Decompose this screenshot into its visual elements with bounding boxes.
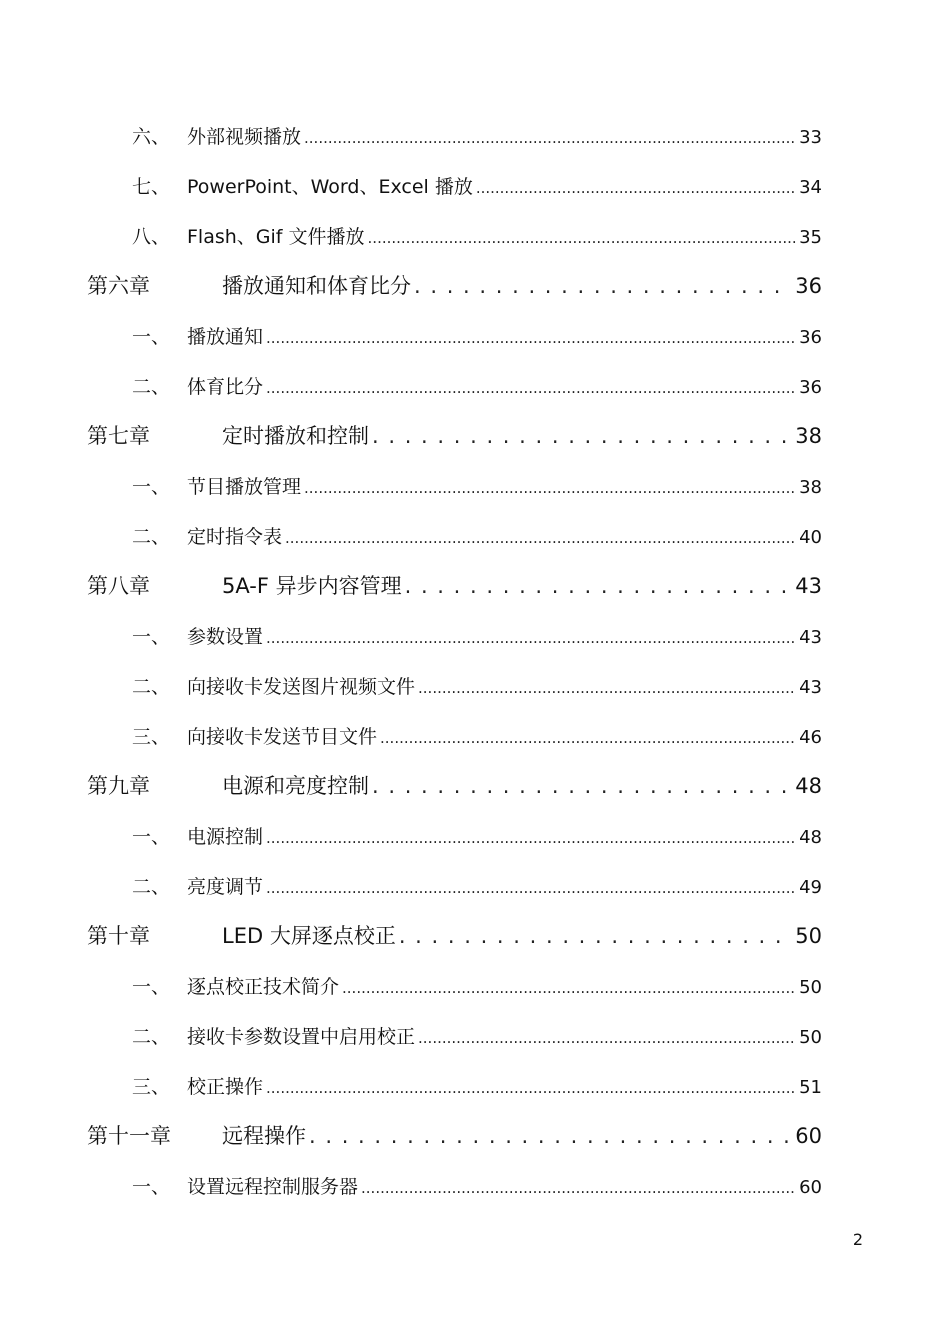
toc-leader: [266, 626, 796, 648]
toc-page: 60: [799, 1177, 822, 1198]
toc-page: 38: [799, 477, 822, 498]
toc-page: 50: [795, 924, 822, 948]
toc-page: 36: [799, 327, 822, 348]
toc-title: 向接收卡发送图片视频文件: [187, 676, 416, 698]
toc-leader: [309, 1124, 792, 1148]
toc-title: 播放通知: [187, 326, 264, 348]
toc-leader: [418, 676, 796, 698]
toc-page: 46: [799, 727, 822, 748]
toc-leader: [418, 1026, 796, 1048]
toc-chapter-number: 第八章: [87, 574, 150, 598]
toc-number: 二、: [132, 376, 171, 398]
toc-leader: [414, 274, 792, 298]
toc-chapter-title: 定时播放和控制: [222, 424, 369, 448]
toc-chapter-number: 第十章: [87, 924, 150, 948]
toc-page: 48: [799, 827, 822, 848]
toc-chapter-number: 第六章: [87, 274, 150, 298]
toc-page: 38: [795, 424, 822, 448]
toc-chapter-title: 播放通知和体育比分: [222, 274, 411, 298]
toc-number: 二、: [132, 1026, 171, 1048]
toc-title: 校正操作: [187, 1076, 264, 1098]
toc-number: 一、: [132, 976, 171, 998]
toc-entry[interactable]: [132, 122, 822, 149]
toc-title: 设置远程控制服务器: [187, 1176, 359, 1198]
toc-title: 电源控制: [187, 826, 264, 848]
toc-entry[interactable]: [132, 1072, 822, 1099]
toc-chapter-title: 远程操作: [222, 1124, 306, 1148]
toc-number: 一、: [132, 626, 171, 648]
toc-chapter-entry[interactable]: [87, 570, 822, 600]
page-number: 2: [852, 1230, 863, 1249]
toc-page: 33: [799, 127, 822, 148]
toc-number: 七、: [132, 176, 171, 198]
toc-leader: [304, 476, 796, 498]
toc-number: 一、: [132, 476, 171, 498]
toc-leader: [285, 526, 796, 548]
toc-leader: [361, 1176, 796, 1198]
toc-leader: [368, 226, 797, 248]
toc-entry[interactable]: [132, 872, 822, 899]
toc-entry[interactable]: [132, 472, 822, 499]
toc-leader: [405, 574, 793, 598]
toc-number: 二、: [132, 876, 171, 898]
toc-entry[interactable]: [132, 672, 822, 699]
toc-page: 51: [799, 1077, 822, 1098]
toc-entry[interactable]: [132, 522, 822, 549]
toc-chapter-title: 5A-F 异步内容管理: [222, 574, 402, 598]
toc-page: 40: [799, 527, 822, 548]
toc-chapter-entry[interactable]: [87, 770, 822, 800]
toc-number: 一、: [132, 326, 171, 348]
toc-number: 六、: [132, 126, 171, 148]
toc-page: 43: [795, 574, 822, 598]
toc-number: 二、: [132, 526, 171, 548]
toc-leader: [476, 176, 796, 198]
toc-entry[interactable]: [132, 1022, 822, 1049]
toc-title: 向接收卡发送节目文件: [187, 726, 378, 748]
toc-entry[interactable]: [132, 822, 822, 849]
toc-leader: [266, 826, 796, 848]
toc-page: 49: [799, 877, 822, 898]
toc-number: 三、: [132, 1076, 171, 1098]
toc-number: 一、: [132, 826, 171, 848]
toc-page: 36: [799, 377, 822, 398]
toc-title: 体育比分: [187, 376, 264, 398]
toc-leader: [266, 876, 796, 898]
toc-number: 八、: [132, 226, 171, 248]
toc-entry[interactable]: [132, 222, 822, 249]
toc-page: 36: [795, 274, 822, 298]
toc-chapter-title: 电源和亮度控制: [222, 774, 369, 798]
toc-chapter-number: 第十一章: [87, 1124, 171, 1148]
toc-title: Flash、Gif 文件播放: [187, 226, 365, 248]
toc-title: 亮度调节: [187, 876, 264, 898]
toc-chapter-entry[interactable]: [87, 420, 822, 450]
toc-chapter-number: 第七章: [87, 424, 150, 448]
toc-chapter-title: LED 大屏逐点校正: [222, 924, 396, 948]
toc-title: PowerPoint、Word、Excel 播放: [187, 176, 473, 198]
toc-entry[interactable]: [132, 322, 822, 349]
toc-chapter-number: 第九章: [87, 774, 150, 798]
toc-number: 二、: [132, 676, 171, 698]
toc-leader: [342, 976, 796, 998]
toc-title: 节目播放管理: [187, 476, 302, 498]
toc-page: 34: [799, 177, 822, 198]
toc-entry[interactable]: [132, 972, 822, 999]
toc-leader: [266, 1076, 796, 1098]
toc-page: 60: [795, 1124, 822, 1148]
toc-number: 一、: [132, 1176, 171, 1198]
toc-leader: [266, 326, 796, 348]
toc-page: 35: [799, 227, 822, 248]
toc-title: 逐点校正技术简介: [187, 976, 340, 998]
toc-chapter-entry[interactable]: [87, 920, 822, 950]
toc-leader: [266, 376, 796, 398]
toc-entry[interactable]: [132, 622, 822, 649]
toc-title: 参数设置: [187, 626, 264, 648]
toc-chapter-entry[interactable]: [87, 270, 822, 300]
toc-leader: [372, 774, 792, 798]
toc-page: 48: [795, 774, 822, 798]
toc-leader: [304, 126, 796, 148]
toc-title: 定时指令表: [187, 526, 283, 548]
toc-leader: [399, 924, 792, 948]
toc-page: 43: [799, 627, 822, 648]
toc-page: 50: [799, 1027, 822, 1048]
toc-entry[interactable]: [132, 372, 822, 399]
toc-leader: [372, 424, 792, 448]
toc-entry[interactable]: [132, 1172, 822, 1199]
toc-title: 外部视频播放: [187, 126, 302, 148]
toc-leader: [380, 726, 796, 748]
toc-number: 三、: [132, 726, 171, 748]
toc-entry[interactable]: [132, 172, 822, 199]
toc-page: 43: [799, 677, 822, 698]
toc-chapter-entry[interactable]: [87, 1120, 822, 1150]
toc-entry[interactable]: [132, 722, 822, 749]
toc-page: 50: [799, 977, 822, 998]
toc-title: 接收卡参数设置中启用校正: [187, 1026, 416, 1048]
